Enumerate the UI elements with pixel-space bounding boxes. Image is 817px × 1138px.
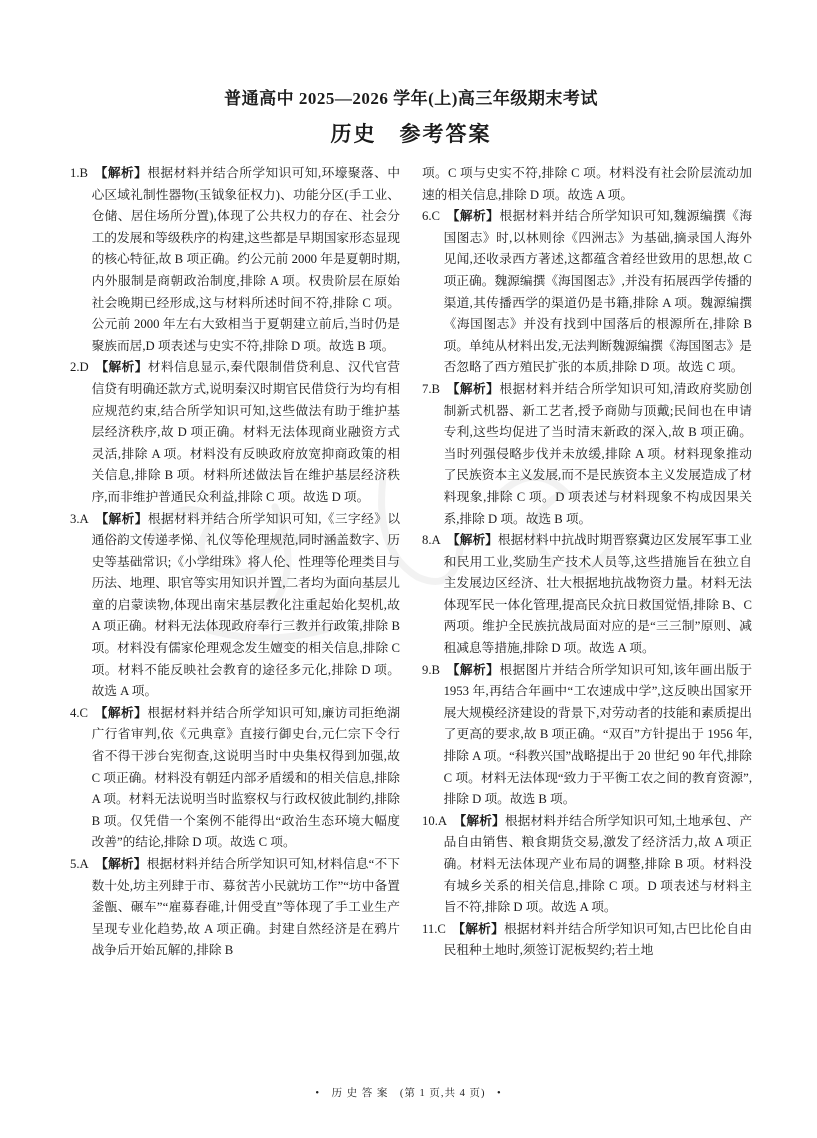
answer-item — [70, 509, 400, 703]
page-footer: • 历 史 答 案 (第 1 页,共 4 页) • — [315, 1088, 502, 1099]
answer-item — [70, 703, 400, 854]
analysis-marker: 【解析】 — [446, 209, 500, 224]
answer-number: 7.B — [422, 381, 447, 396]
answer-number: 5.A — [70, 857, 96, 871]
answer-number: 9.B — [422, 662, 447, 677]
answer-item — [422, 163, 752, 206]
analysis-marker: 【解析】 — [452, 921, 504, 936]
answer-number: 2.D — [70, 360, 96, 375]
analysis-text: 根据材料并结合所学知识可知,清政府奖励创制新式机器、新工艺者,授予商勋与顶戴;民间也在申请专利,这些均促进了当时清末新政的深入,故 B 项正确。当时列强侵略步伐并未放缓,排除 A 项。材料现象推动了民族资本主义发展,而不是民族资本主义发展造成了材料现象,排除 C 项。D 项表述与材料现象不构成因果关系,排除 D 项。故选 B 项。 — [443, 381, 753, 526]
analysis-text: 根据材料并结合所学知识可知,材料信息“不下数十处,坊主列肆于市、募贫苦小民就坊工作”“坊中备置釜甑、碾车”“雇募舂碓,计佣受直”等体现了手工业生产呈现专业化趋势,故 A 项正确。封建自然经济是在鸦片战争后开始瓦解的,排除 B — [91, 857, 400, 958]
analysis-text: 根据材料中抗战时期晋察冀边区发展军事工业和民用工业,奖励生产技术人员等,这些措施旨在独立自主发展边区经济、壮大根据地抗战物资力量。材料无法体现军民一体化管理,提高民众抗日救国觉悟,排除 B、C 两项。维护全民族抗战局面对应的是“三三制”原则、减租减息等措施,排除 D 项。故选 A 项。 — [443, 533, 753, 656]
answer-number: 3.A — [70, 511, 96, 526]
analysis-marker: 【解析】 — [453, 813, 505, 828]
answer-item — [70, 854, 400, 962]
answer-columns — [70, 163, 752, 962]
exam-title: 普通高中 2025—2026 学年(上)高三年级期末考试 — [224, 89, 598, 108]
answer-key-heading: 历史 参考答案 — [330, 122, 492, 146]
answer-number: 8.A — [422, 533, 448, 548]
answer-item — [422, 530, 752, 660]
analysis-text: 根据材料并结合所学知识可知,古巴比伦自由民租种土地时,须签订泥板契约;若土地 — [443, 921, 753, 958]
analysis-marker: 【解析】 — [446, 662, 500, 677]
answer-item — [422, 919, 752, 962]
answer-number: 10.A — [422, 813, 454, 828]
analysis-text: 根据材料并结合所学知识可知,魏源编撰《海国图志》时,以林则徐《四洲志》为基础,摘录国人海外见闻,还收录西方著述,这都蕴含着经世致用的思想,故 C 项正确。魏源编撰《海国图志》,并没有拓展西学传播的渠道,其传播西学的渠道仍是书籍,排除 A 项。魏源编撰《海国图志》并没有找到中国落后的根源所在,排除 B 项。单纯从材料出发,无法判断魏源编撰《海国图志》是否忽略了西方殖民扩张的本质,排除 D 项。故选 C 项。 — [443, 209, 753, 375]
analysis-text: 根据图片并结合所学知识可知,该年画出版于 1953 年,再结合年画中“工农速成中学”,这反映出国家开展大规模经济建设的背景下,对劳动者的技能和素质提出了更高的要求,故 B 项正确。“双百”方针提出于 1956 年,排除 A 项。“科教兴国”战略提出于 20 世纪 90 年代,排除 C 项。材料无法体现“致力于平衡工农之间的教育资源”,排除 D 项。故选 B 项。 — [443, 662, 753, 807]
analysis-marker: 【解析】 — [446, 381, 500, 396]
answer-item — [422, 660, 752, 811]
analysis-marker: 【解析】 — [95, 360, 148, 375]
answer-item — [70, 357, 400, 508]
answer-number: 1.B — [70, 166, 95, 180]
analysis-text: 项。C 项与史实不符,排除 C 项。材料没有社会阶层流动加速的相关信息,排除 D 项。故选 A 项。 — [422, 166, 752, 202]
analysis-text: 根据材料并结合所学知识可知,廉访司拒绝湖广行省审判,依《元典章》直接行御史台,元仁宗下令行省不得干涉台宪彻查,这说明当时中央集权得到加强,故 C 项正确。材料没有朝廷内部矛盾缓和的相关信息,排除 A 项。材料无法说明当时监察权与行政权彼此制约,排除 B 项。仅凭借一个案例不能得出“政治生态环境大幅度改善”的结论,排除 D 项。故选 C 项。 — [91, 705, 401, 850]
right-column — [422, 163, 752, 962]
analysis-text: 根据材料并结合所学知识可知,《三字经》以通俗韵文传递孝悌、礼仪等伦理规范,同时涵盖数字、历史等基础常识;《小学绀珠》将人伦、性理等伦理类目与历法、地理、职官等实用知识并置,二者均为面向基层儿童的启蒙读物,体现出南宋基层教化注重起始化契机,故 A 项正确。材料无法体现政府奉行三教并行政策,排除 B 项。材料没有儒家伦理观念发生嬗变的相关信息,排除 C 项。材料不能反映社会教育的途径多元化,排除 D 项。故选 A 项。 — [91, 511, 401, 699]
answer-item — [422, 811, 752, 919]
analysis-marker: 【解析】 — [94, 166, 148, 180]
answer-number: 4.C — [70, 705, 95, 720]
answer-item — [70, 163, 400, 357]
analysis-marker: 【解析】 — [95, 857, 147, 871]
analysis-text: 材料信息显示,秦代限制借贷利息、汉代官营信贷有明确还款方式,说明秦汉时期官民借贷行为均有相应规范约束,结合所学知识可知,这些做法有助于维护基层经济秩序,故 D 项正确。材料无法体现商业融资方式灵活,排除 A 项。材料没有反映政府放宽抑商政策的相关信息,排除 B 项。材料所述做法旨在维护基层经济秩序,而非维护普通民众利益,排除 C 项。故选 D 项。 — [91, 360, 401, 504]
analysis-marker: 【解析】 — [447, 533, 498, 548]
answer-item — [422, 206, 752, 379]
analysis-marker: 【解析】 — [94, 705, 148, 720]
answer-number: 11.C — [422, 921, 453, 936]
answer-number: 6.C — [422, 209, 447, 224]
answer-item — [422, 379, 752, 530]
analysis-text: 根据材料并结合所学知识可知,土地承包、产品自由销售、粮食期货交易,激发了经济活力,故 A 项正确。材料无法体现产业布局的调整,排除 B 项。材料没有城乡关系的相关信息,排除 C 项。D 项表述与材料主旨不符,排除 D 项。故选 A 项。 — [443, 813, 753, 915]
document-content — [70, 84, 752, 962]
left-column — [70, 163, 400, 962]
analysis-text: 根据材料并结合所学知识可知,环壕聚落、中心区域礼制性器物(玉钺象征权力)、功能分区(手工业、仓储、居住场所分置),体现了公共权力的存在、社会分工的发展和等级秩序的构建,这些都是早期国家形态显现的核心特征,故 B 项正确。约公元前 2000 年是夏朝时期,内外服制是商朝政治制度,排除 A 项。权贵阶层在原始社会晚期已经形成,这与材料所述时间不符,排除 C 项。公元前 2000 年左右大致相当于夏朝建立前后,当时仍是聚族而居,D 项表述与史实不符,排除 D 项。故选 B 项。 — [91, 166, 401, 353]
analysis-marker: 【解析】 — [95, 511, 148, 526]
